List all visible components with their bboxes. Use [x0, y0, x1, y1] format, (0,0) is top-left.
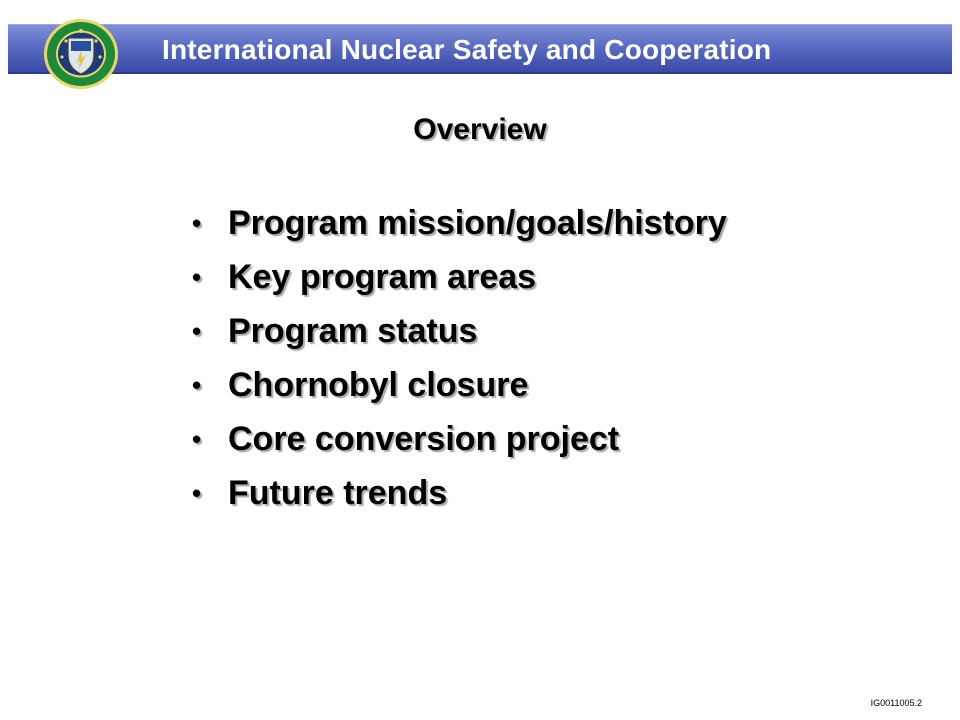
list-item-label: Key program areas	[228, 258, 537, 296]
list-item-label: Future trends	[228, 474, 448, 512]
list-item	[192, 254, 727, 308]
bullet-dot-icon: •	[192, 370, 202, 400]
list-item-label: Program status	[228, 312, 478, 350]
bullet-dot-icon: •	[192, 262, 202, 292]
list-item-label: Program mission/goals/history	[228, 204, 727, 242]
list-item	[192, 308, 727, 362]
list-item-label: Core conversion project	[228, 420, 620, 458]
page-title: Overview	[413, 113, 547, 146]
list-item	[192, 416, 727, 470]
list-item	[192, 470, 727, 524]
doe-seal-icon	[42, 17, 120, 91]
list-item-label: Chornobyl closure	[228, 366, 529, 404]
bullet-dot-icon: •	[192, 478, 202, 508]
bullet-dot-icon: •	[192, 208, 202, 238]
bullet-list	[192, 200, 727, 524]
list-item	[192, 362, 727, 416]
bullet-dot-icon: •	[192, 424, 202, 454]
slide-code: IG0011005.2	[870, 698, 922, 708]
bullet-dot-icon: •	[192, 316, 202, 346]
list-item	[192, 200, 727, 254]
header-title: International Nuclear Safety and Cooperation	[162, 34, 772, 65]
